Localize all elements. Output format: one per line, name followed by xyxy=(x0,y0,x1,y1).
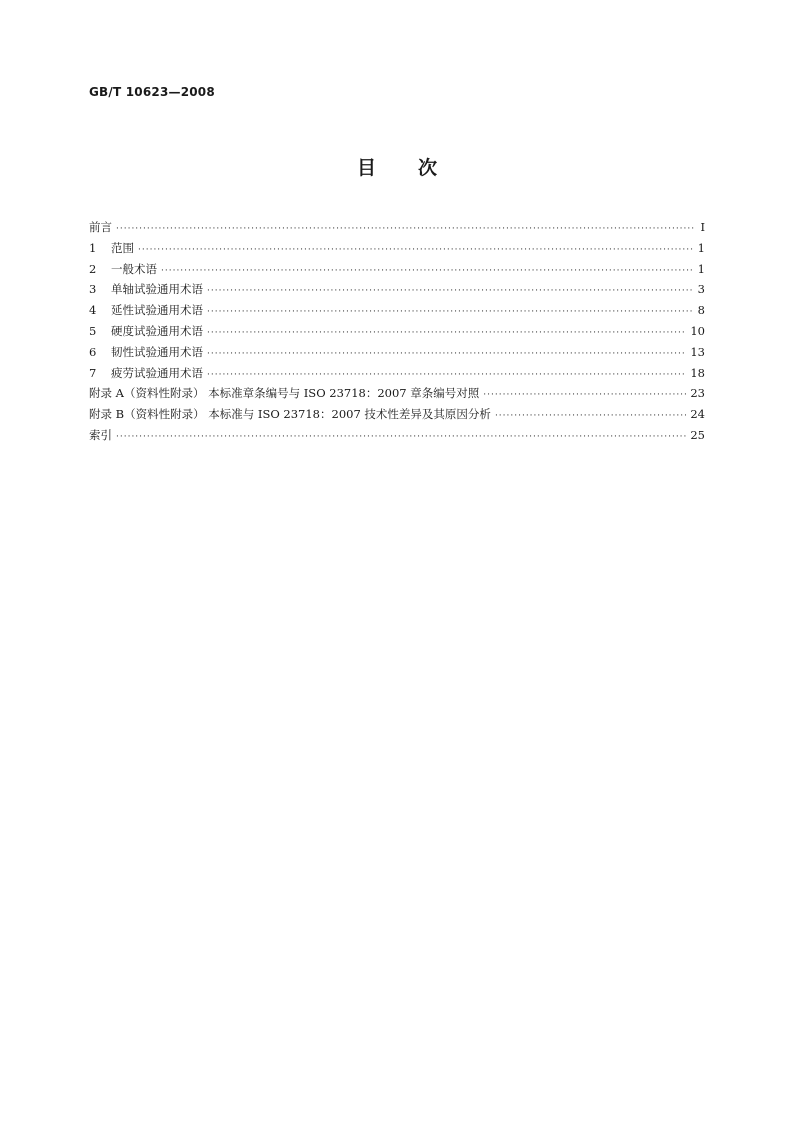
toc-entry-page: 23 xyxy=(690,386,705,401)
toc-entry-label: 前言 xyxy=(89,220,112,234)
leader-dots xyxy=(207,281,694,302)
leader-dots xyxy=(116,427,686,448)
toc-entry-page: 25 xyxy=(690,427,705,442)
toc-entry-number: 6 xyxy=(89,344,97,359)
toc-entry-annex-b[interactable] xyxy=(89,404,705,425)
leader-dots xyxy=(207,344,686,365)
toc-entry-5[interactable] xyxy=(89,321,705,342)
toc-entry-page: 10 xyxy=(690,323,705,338)
leader-dots xyxy=(138,240,694,261)
toc-entry-annex-a[interactable] xyxy=(89,383,705,404)
leader-dots xyxy=(207,365,686,386)
toc-entry-label: 范围 xyxy=(111,240,134,255)
toc-entry-preface[interactable] xyxy=(89,217,705,238)
toc-entry-number: 2 xyxy=(89,261,97,276)
leader-dots xyxy=(483,385,686,406)
toc-entry-2[interactable] xyxy=(89,259,705,280)
toc-entry-1[interactable] xyxy=(89,238,705,259)
leader-dots xyxy=(116,219,696,240)
toc-entry-number: 4 xyxy=(89,303,97,318)
toc-entry-label: 一般术语 xyxy=(111,261,157,276)
toc-entry-page: Ⅰ xyxy=(700,220,705,234)
table-of-contents xyxy=(89,217,705,446)
leader-dots xyxy=(207,323,686,344)
toc-entry-label: 附录 A（资料性附录） 本标准章条编号与 ISO 23718：2007 章条编号对照 xyxy=(89,386,480,401)
toc-entry-page: 3 xyxy=(697,282,705,297)
page-title: 目次 xyxy=(356,157,479,179)
leader-dots xyxy=(161,261,694,282)
toc-entry-page: 8 xyxy=(697,303,705,318)
standard-code: GB/T 10623—2008 xyxy=(89,85,215,99)
toc-entry-number: 1 xyxy=(89,240,97,255)
toc-entry-label: 索引 xyxy=(89,427,112,442)
toc-entry-page: 18 xyxy=(690,365,705,380)
leader-dots xyxy=(495,406,686,427)
toc-entry-page: 13 xyxy=(690,344,705,359)
toc-entry-label: 疲劳试验通用术语 xyxy=(111,365,203,380)
toc-entry-page: 24 xyxy=(690,407,705,422)
toc-entry-label: 附录 B（资料性附录） 本标准与 ISO 23718：2007 技术性差异及其原因分析 xyxy=(89,407,491,422)
toc-entry-7[interactable] xyxy=(89,363,705,384)
toc-entry-page: 1 xyxy=(697,240,705,255)
toc-entry-label: 硬度试验通用术语 xyxy=(111,323,203,338)
toc-entry-page: 1 xyxy=(697,261,705,276)
toc-entry-number: 3 xyxy=(89,282,97,297)
toc-entry-label: 单轴试验通用术语 xyxy=(111,282,203,297)
toc-entry-label: 韧性试验通用术语 xyxy=(111,344,203,359)
toc-entry-number: 7 xyxy=(89,365,97,380)
toc-entry-label: 延性试验通用术语 xyxy=(111,303,203,318)
toc-entry-number: 5 xyxy=(89,323,97,338)
leader-dots xyxy=(207,302,694,323)
toc-entry-4[interactable] xyxy=(89,300,705,321)
toc-entry-6[interactable] xyxy=(89,342,705,363)
toc-entry-3[interactable] xyxy=(89,279,705,300)
toc-entry-index[interactable] xyxy=(89,425,705,446)
